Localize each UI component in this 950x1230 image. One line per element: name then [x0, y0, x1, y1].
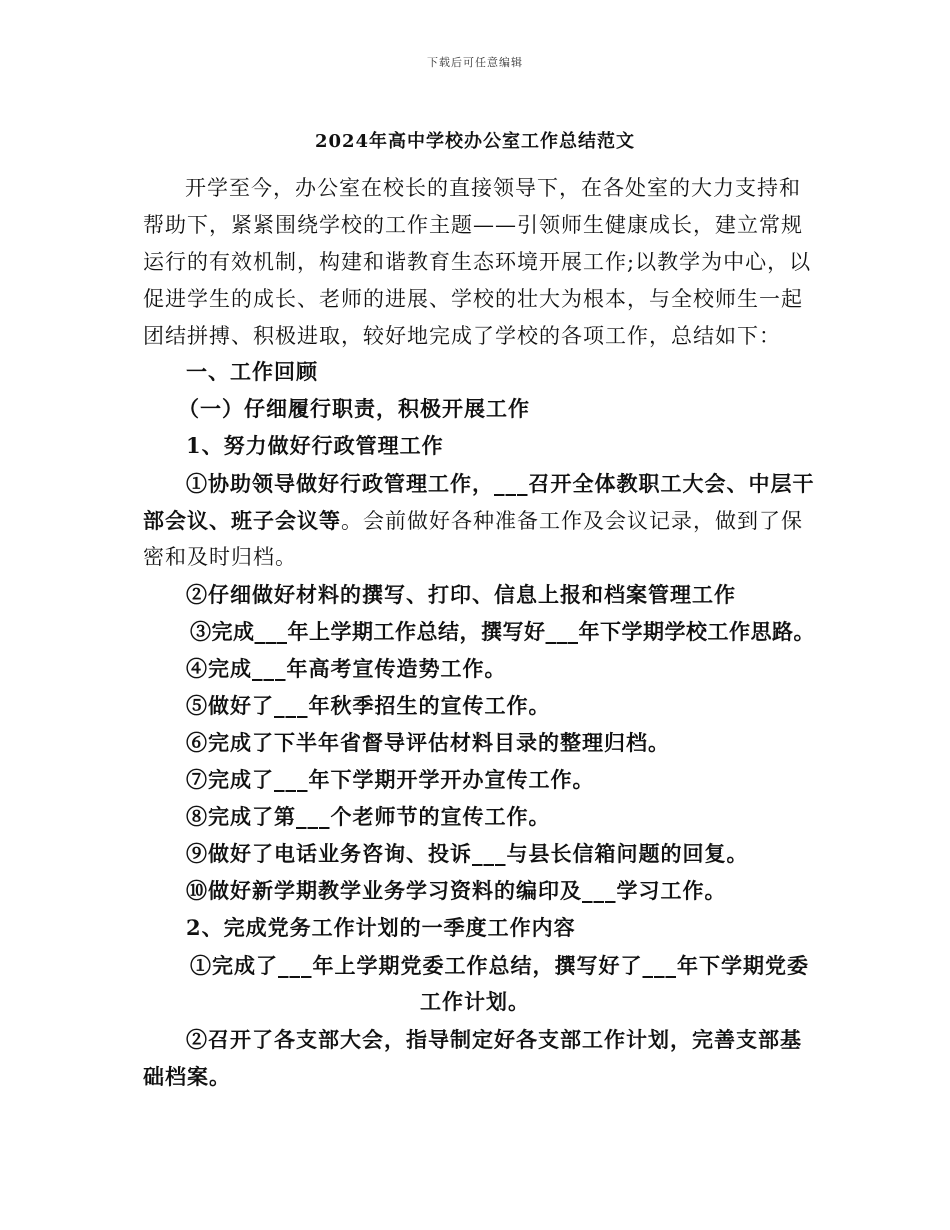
item1-p1-line3: 密和及时归档。: [143, 545, 297, 569]
document-title: 2024年高中学校办公室工作总结范文: [314, 131, 636, 152]
item1-p1-line2-bold: 部会议、班子会议等: [143, 508, 341, 533]
subsection-heading: （一）仔细履行职责，积极开展工作: [178, 396, 530, 421]
item2-p2-line2: 础档案。: [143, 1064, 231, 1089]
list-item: ⑤做好了___年秋季招生的宣传工作。: [186, 693, 551, 718]
intro-line-1: 开学至今，办公室在校长的直接领导下，在各处室的大力支持和: [185, 176, 801, 200]
item2-heading: 2、完成党务工作计划的一季度工作内容: [186, 915, 576, 940]
list-item: ④完成___年高考宣传造势工作。: [186, 656, 507, 681]
intro-line-4: 促进学生的成长、老师的进展、学校的壮大为根本，与全校师生一起: [143, 287, 803, 311]
item2-p1-line2: 工作计划。: [420, 989, 530, 1014]
list-item: ③完成___年上学期工作总结，撰写好___年下学期学校工作思路。: [190, 619, 815, 644]
item1-p1-line1: ①协助领导做好行政管理工作，___召开全体教职工大会、中层干: [186, 471, 815, 496]
intro-line-2: 帮助下，紧紧围绕学校的工作主题——引领师生健康成长，建立常规: [143, 213, 803, 237]
list-item: ⑩做好新学期教学业务学习资料的编印及___学习工作。: [186, 878, 727, 903]
section-heading: 一、工作回顾: [186, 359, 318, 384]
list-item: ⑧完成了第___个老师节的宣传工作。: [186, 804, 551, 829]
list-item: ②仔细做好材料的撰写、打印、信息上报和档案管理工作: [186, 582, 736, 607]
item2-p2-line1: ②召开了各支部大会，指导制定好各支部工作计划，完善支部基: [186, 1027, 802, 1052]
list-item: ⑥完成了下半年省督导评估材料目录的整理归档。: [186, 730, 670, 755]
intro-line-3: 运行的有效机制，构建和谐教育生态环境开展工作;以教学为中心，以: [143, 250, 812, 274]
item1-p1-line2-rest: 。会前做好各种准备工作及会议记录，做到了保: [341, 509, 803, 533]
item2-p1-line1: ①完成了___年上学期党委工作总结，撰写好了___年下学期党委: [190, 953, 809, 978]
item1-p1-line2: [143, 506, 823, 536]
intro-line-5: 团结拼搏、积极进取，较好地完成了学校的各项工作，总结如下：: [143, 324, 781, 348]
list-item: ⑨做好了电话业务咨询、投诉___与县长信箱问题的回复。: [186, 841, 749, 866]
item1-heading: 1、努力做好行政管理工作: [186, 433, 444, 458]
header-note: 下载后可任意编辑: [427, 56, 523, 69]
list-item: ⑦完成了___年下学期开学开办宣传工作。: [186, 767, 595, 792]
